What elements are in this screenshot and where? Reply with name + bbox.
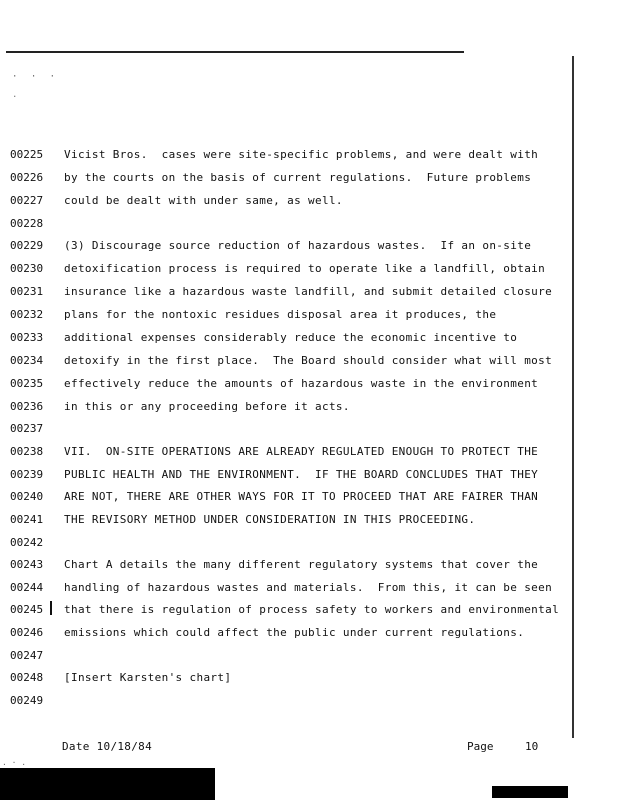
scan-speck: . — [12, 90, 18, 100]
line-text: VII. ON-SITE OPERATIONS ARE ALREADY REGULATED ENOUGH TO PROTECT THE — [64, 445, 539, 458]
line-text: THE REVISORY METHOD UNDER CONSIDERATION IN THIS PROCEEDING. — [64, 513, 476, 526]
scan-specks-bottom: . · . — [2, 758, 27, 767]
line-number: 00244 — [10, 581, 44, 594]
line-number: 00231 — [10, 285, 44, 298]
line-number: 00239 — [10, 468, 44, 481]
line-number: 00243 — [10, 558, 44, 571]
line-number: 00227 — [10, 194, 44, 207]
line-text: effectively reduce the amounts of hazardous waste in the environment — [64, 377, 539, 390]
top-rule — [6, 51, 464, 53]
line-number: 00228 — [10, 217, 44, 230]
line-text: Chart A details the many different regulatory systems that cover the — [64, 558, 539, 571]
line-text: that there is regulation of process safety to workers and environmental — [64, 603, 560, 616]
line-text: detoxification process is required to operate like a landfill, obtain — [64, 262, 546, 275]
line-text: [Insert Karsten's chart] — [64, 671, 232, 684]
line-number: 00246 — [10, 626, 44, 639]
line-text: additional expenses considerably reduce the economic incentive to — [64, 331, 518, 344]
line-number: 00236 — [10, 400, 44, 413]
change-bar — [50, 601, 52, 615]
line-number: 00240 — [10, 490, 44, 503]
line-text: detoxify in the first place. The Board should consider what will most — [64, 354, 553, 367]
footer-date: Date 10/18/84 — [62, 740, 152, 753]
line-text: could be dealt with under same, as well. — [64, 194, 343, 207]
line-text: ARE NOT, THERE ARE OTHER WAYS FOR IT TO PROCEED THAT ARE FAIRER THAN — [64, 490, 539, 503]
line-number: 00234 — [10, 354, 44, 367]
line-text: Vicist Bros. cases were site-specific problems, and were dealt with — [64, 148, 539, 161]
line-number: 00241 — [10, 513, 44, 526]
footer-page-label: Page — [467, 740, 494, 753]
line-number: 00248 — [10, 671, 44, 684]
line-text: by the courts on the basis of current regulations. Future problems — [64, 171, 532, 184]
line-text: insurance like a hazardous waste landfill, and submit detailed closure — [64, 285, 553, 298]
line-number: 00238 — [10, 445, 44, 458]
line-number: 00225 — [10, 148, 44, 161]
line-number: 00247 — [10, 649, 44, 662]
line-number: 00235 — [10, 377, 44, 390]
line-text: (3) Discourage source reduction of hazardous wastes. If an on-site — [64, 239, 532, 252]
line-text: in this or any proceeding before it acts. — [64, 400, 350, 413]
line-number: 00229 — [10, 239, 44, 252]
line-number: 00232 — [10, 308, 44, 321]
line-number: 00230 — [10, 262, 44, 275]
line-number: 00245 — [10, 603, 44, 616]
line-number: 00226 — [10, 171, 44, 184]
line-number: 00249 — [10, 694, 44, 707]
line-number: 00237 — [10, 422, 44, 435]
redaction-block — [0, 768, 215, 800]
line-number: 00242 — [10, 536, 44, 549]
line-text: emissions which could affect the public under current regulations. — [64, 626, 525, 639]
redaction-block — [492, 786, 568, 798]
scan-specks: · · · — [12, 72, 60, 82]
line-number: 00233 — [10, 331, 44, 344]
line-text: PUBLIC HEALTH AND THE ENVIRONMENT. IF THE BOARD CONCLUDES THAT THEY — [64, 468, 539, 481]
footer-page-number: 10 — [525, 740, 539, 753]
right-margin-rule — [572, 56, 574, 738]
line-text: plans for the nontoxic residues disposal area it produces, the — [64, 308, 497, 321]
line-text: handling of hazardous wastes and materials. From this, it can be seen — [64, 581, 553, 594]
